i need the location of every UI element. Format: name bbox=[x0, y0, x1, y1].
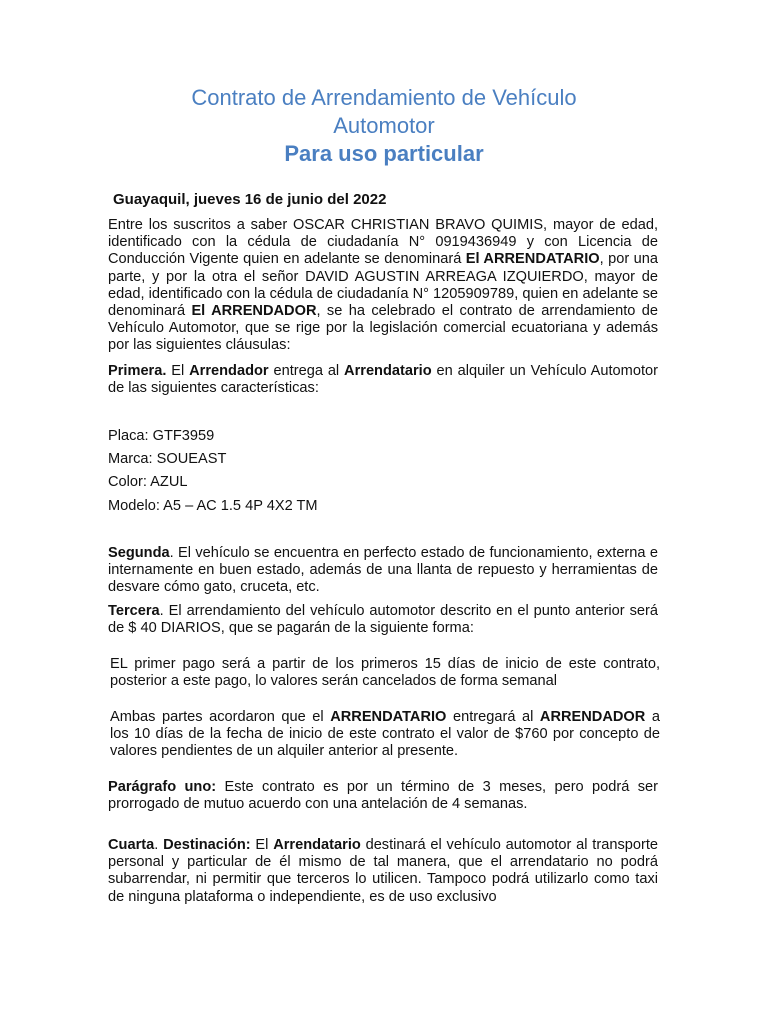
clause-tercera bbox=[108, 603, 658, 637]
cuarta-bold-destinacion: Destinación: bbox=[163, 837, 251, 853]
paragrafo-text: Este contrato es por un término de 3 meses, pero podrá ser prorrogado de mutuo acuerdo con una antelación de 4 semanas. bbox=[108, 779, 658, 813]
payment-paragraph: EL primer pago será a partir de los primeros 15 días de inicio de este contrato, posterior a este pago, lo valores serán cancelados de forma semanal bbox=[110, 656, 660, 690]
tercera-text: . El arrendamiento del vehículo automotor descrito en el punto anterior será de $ 40 DIARIOS, que se pagarán de la siguiente forma: bbox=[108, 603, 658, 637]
clause-cuarta bbox=[108, 837, 658, 906]
ambas-text-1: Ambas partes acordaron que el bbox=[110, 709, 331, 725]
vehicle-color: Color: AZUL bbox=[108, 474, 188, 490]
intro-bold-arrendador: El ARRENDADOR bbox=[191, 303, 317, 320]
intro-text-1: Entre los suscritos a saber OSCAR CHRISTIAN BRAVO QUIMIS, mayor de edad, identificado con la cédula de ciudadanía N° 0919436949 y con Licencia de Conducción Vigente quien en adelante se denominará bbox=[108, 217, 658, 268]
cuarta-text-3: destinará el vehículo automotor al transporte personal y particular de él mismo de tal manera, que el arrendatario no podrá subarrendar, ni permitir que terceros lo utilicen. Tampoco podrá utilizarlo como taxi de ninguna plataforma o independiente, es de uso exclusivo bbox=[108, 837, 659, 905]
paragrafo-label: Parágrafo uno: bbox=[108, 779, 217, 795]
intro-paragraph bbox=[108, 217, 658, 355]
primera-text-1: El bbox=[166, 363, 190, 379]
clause-segunda-label: Segunda bbox=[108, 545, 170, 561]
clause-cuarta-label: Cuarta bbox=[108, 837, 155, 853]
document-title bbox=[0, 84, 768, 168]
vehicle-modelo: Modelo: A5 – AC 1.5 4P 4X2 TM bbox=[108, 498, 318, 514]
clause-tercera-label: Tercera bbox=[108, 603, 160, 619]
clause-paragrafo-uno bbox=[108, 779, 658, 813]
vehicle-marca: Marca: SOUEAST bbox=[108, 451, 227, 467]
agreement-paragraph bbox=[110, 709, 660, 761]
intro-text-2: , por una parte, y por la otra el señor DAVID AGUSTIN ARREAGA IZQUIERDO, mayor de edad, identificado con la cédula de ciudadanía N° 1205909789, quien en adelante se denominará bbox=[108, 251, 658, 320]
title-line-2: Automotor bbox=[333, 113, 435, 138]
ambas-bold-arrendatario: ARRENDATARIO bbox=[330, 709, 447, 725]
intro-bold-arrendatario: El ARRENDATARIO bbox=[465, 251, 600, 268]
contract-date: Guayaquil, jueves 16 de junio del 2022 bbox=[113, 191, 387, 208]
clause-primera-label: Primera. bbox=[108, 363, 167, 379]
clause-primera bbox=[108, 363, 658, 397]
primera-text-2: entrega al bbox=[268, 363, 345, 379]
primera-bold-arrendador: Arrendador bbox=[189, 363, 269, 379]
ambas-text-2: entregará al bbox=[446, 709, 540, 725]
ambas-bold-arrendador: ARRENDADOR bbox=[539, 709, 646, 725]
title-line-1: Contrato de Arrendamiento de Vehículo bbox=[191, 85, 577, 110]
vehicle-placa: Placa: GTF3959 bbox=[108, 428, 215, 444]
primera-text-3: en alquiler un Vehículo Automotor de las siguientes características: bbox=[108, 363, 658, 397]
cuarta-bold-arrendatario: Arrendatario bbox=[273, 837, 361, 853]
title-line-3: Para uso particular bbox=[284, 141, 484, 166]
primera-bold-arrendatario: Arrendatario bbox=[344, 363, 432, 379]
cuarta-text-1: . bbox=[154, 837, 164, 853]
intro-text-3: , se ha celebrado el contrato de arrendamiento de Vehículo Automotor, que se rige por la legislación comercial ecuatoriana y además por las siguientes cláusulas: bbox=[108, 303, 658, 354]
ambas-text-3: a los 10 días de la fecha de inicio de este contrato el valor de $760 por concepto de valores pendientes de un alquiler anterior al presente. bbox=[110, 709, 661, 760]
clause-segunda bbox=[108, 545, 658, 597]
cuarta-text-2: El bbox=[250, 837, 274, 853]
segunda-text: . El vehículo se encuentra en perfecto estado de funcionamiento, externa e internamente en buen estado, además de una llanta de repuesto y herramientas de desvare cómo gato, cruceta, etc. bbox=[108, 545, 658, 596]
